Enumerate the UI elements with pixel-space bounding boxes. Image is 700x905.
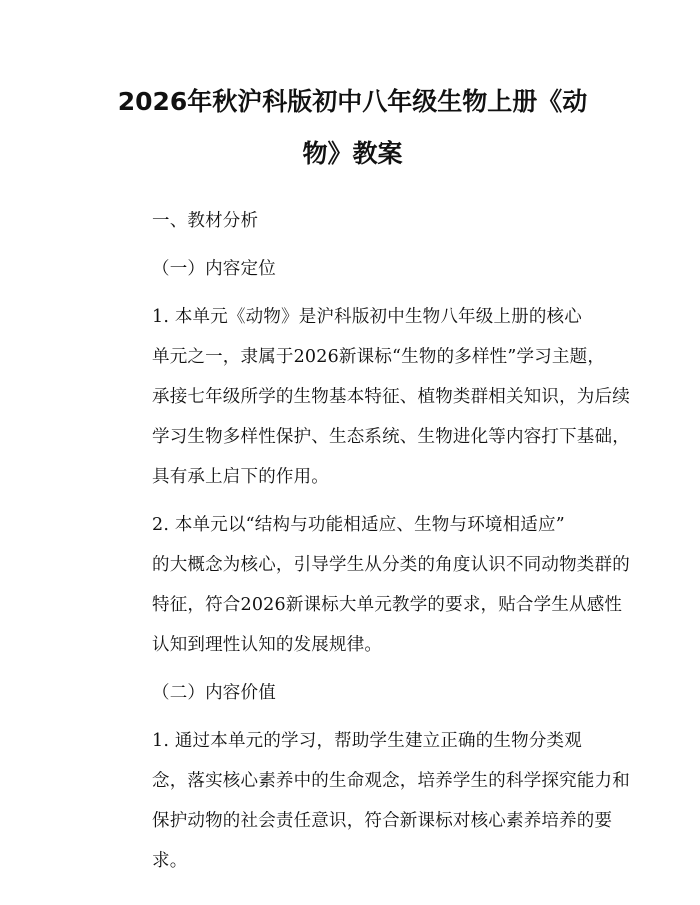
paragraph-line: 认知到理性认知的发展规律。 [152, 635, 383, 655]
paragraph-line: 保护动物的社会责任意识，符合新课标对核心素养培养的要 [152, 811, 613, 831]
paragraph-positioning-1 [117, 297, 630, 497]
paragraph-line: 2. 本单元以“结构与功能相适应、生物与环境相适应” [152, 515, 565, 535]
section-heading-textbook-analysis: 一、教材分析 [152, 211, 259, 231]
paragraph-value-1 [117, 721, 630, 881]
paragraph-line: 1. 本单元《动物》是沪科版初中生物八年级上册的核心 [152, 307, 582, 327]
paragraph-line: 念，落实核心素养中的生命观念，培养学生的科学探究能力和 [152, 771, 630, 791]
subsection-heading-content-positioning: （一）内容定位 [152, 259, 276, 279]
paragraph-line: 1. 通过本单元的学习，帮助学生建立正确的生物分类观 [152, 731, 582, 751]
paragraph-line: 的大概念为核心，引导学生从分类的角度认识不同动物类群的 [152, 555, 630, 575]
document-title [111, 76, 594, 180]
document-body [117, 201, 630, 881]
paragraph-line: 单元之一，隶属于2026新课标“生物的多样性”学习主题， [152, 347, 606, 367]
title-line-2: 物》教案 [302, 139, 403, 168]
subsection-heading-content-value: （二）内容价值 [152, 683, 276, 703]
paragraph-line: 特征，符合2026新课标大单元教学的要求，贴合学生从感性 [152, 595, 623, 615]
paragraph-line: 学习生物多样性保护、生态系统、生物进化等内容打下基础， [152, 427, 630, 447]
paragraph-positioning-2 [117, 505, 630, 665]
paragraph-line: 求。 [152, 851, 188, 871]
title-line-1: 2026年秋沪科版初中八年级生物上册《动 [117, 87, 588, 116]
paragraph-line: 具有承上启下的作用。 [152, 467, 329, 487]
paragraph-line: 承接七年级所学的生物基本特征、植物类群相关知识，为后续 [152, 387, 630, 407]
